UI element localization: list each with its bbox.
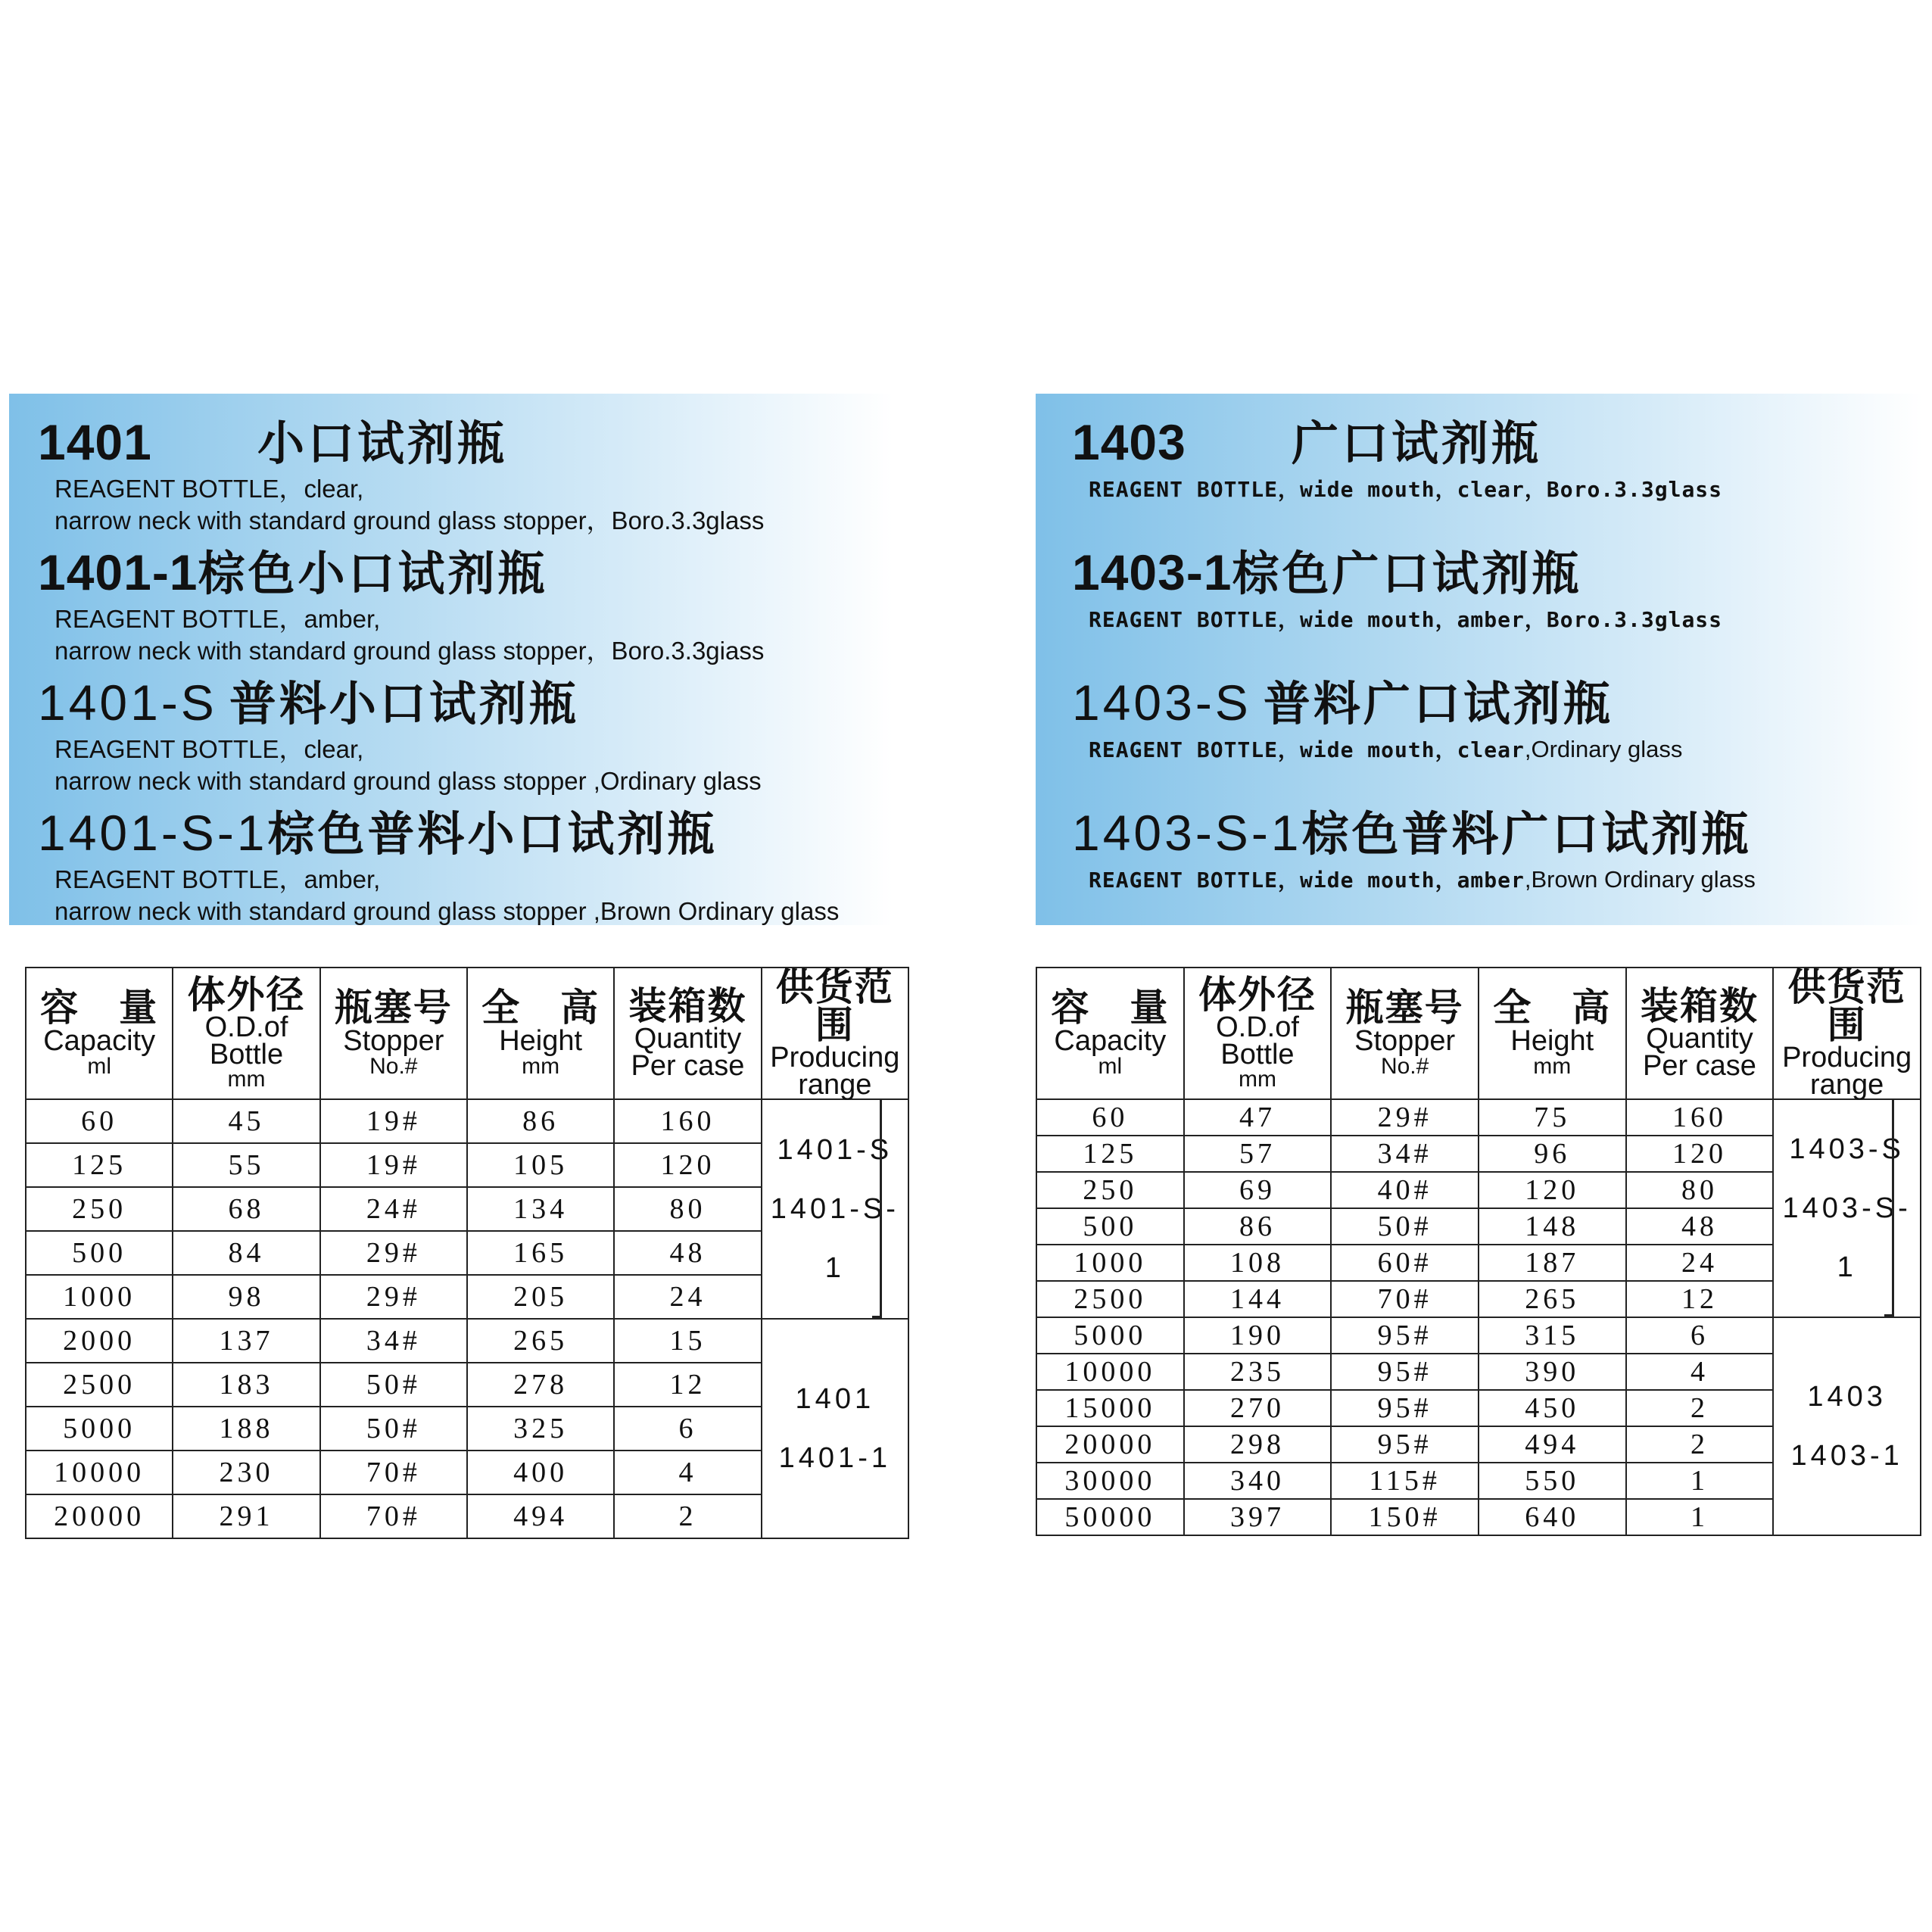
table-cell: 108 (1184, 1245, 1332, 1281)
description-line: REAGENT BOTTLE，clear, (55, 735, 364, 763)
model-name: 普料广口试剂瓶 (1263, 678, 1613, 731)
column-header (1036, 968, 1184, 1099)
table-row (1036, 1317, 1921, 1354)
model-code: 1401-S-1 (38, 805, 268, 861)
table-cell: 20000 (26, 1494, 173, 1538)
table-cell: 12 (614, 1363, 761, 1407)
header-en: Bottle (209, 1039, 284, 1071)
table-cell: 2 (614, 1494, 761, 1538)
table-cell: 34# (320, 1319, 467, 1363)
column-header (762, 966, 908, 1102)
range-model-code: 1401-S-1 (770, 1193, 899, 1285)
product-group-1403 (1072, 406, 1923, 536)
table-cell: 10000 (26, 1451, 173, 1494)
table-cell: 70# (320, 1451, 467, 1494)
column-header (1479, 968, 1626, 1099)
column-header (1773, 966, 1921, 1102)
table-cell: 60 (26, 1099, 173, 1143)
table-cell: 15000 (1036, 1390, 1184, 1426)
table-cell: 2 (1626, 1390, 1774, 1426)
table-cell: 10000 (1036, 1354, 1184, 1390)
header-en: Quantity (1646, 1023, 1753, 1055)
table-cell: 4 (1626, 1354, 1774, 1390)
header-cn: 体外径 (187, 974, 306, 1016)
model-name: 广口试剂瓶 (1292, 418, 1542, 470)
table-cell: 19# (320, 1099, 467, 1143)
table-cell: 500 (1036, 1208, 1184, 1245)
description-line: REAGENT BOTTLE，wide mouth，clear，Boro.3.3glass (1089, 477, 1723, 502)
table-row (1036, 1099, 1921, 1136)
table-cell: 298 (1184, 1426, 1332, 1463)
range-model-code: 1401-S (777, 1134, 893, 1167)
table-header-row (1036, 968, 1921, 1099)
table-cell: 265 (467, 1319, 614, 1363)
range-model-code: 1403-S (1789, 1133, 1905, 1166)
header-en: O.D.of (1216, 1011, 1299, 1043)
table-cell: 50000 (1036, 1499, 1184, 1535)
table-cell: 2500 (1036, 1281, 1184, 1317)
header-unit: No.# (369, 1054, 418, 1080)
table-cell: 86 (1184, 1208, 1332, 1245)
table-cell: 48 (1626, 1208, 1774, 1245)
table-cell: 325 (467, 1407, 614, 1451)
table-cell: 1 (1626, 1499, 1774, 1535)
model-name: 普料小口试剂瓶 (229, 678, 579, 731)
description-line: narrow neck with standard ground glass stopper ,Ordinary glass (55, 767, 762, 795)
header-en: Stopper (1354, 1025, 1456, 1058)
table-cell: 29# (320, 1231, 467, 1275)
table-cell: 340 (1184, 1463, 1332, 1499)
table-cell: 230 (173, 1451, 319, 1494)
table-cell: 120 (1626, 1136, 1774, 1172)
description-line: narrow neck with standard ground glass stopper，Boro.3.3glass (55, 506, 765, 534)
table-cell: 125 (1036, 1136, 1184, 1172)
model-code: 1401 (38, 414, 152, 470)
column-header (173, 968, 319, 1099)
header-cn: 供货范围 (1787, 966, 1906, 1046)
table-cell: 48 (614, 1231, 761, 1275)
table-cell: 45 (173, 1099, 319, 1143)
header-cn: 容 量 (1051, 986, 1170, 1030)
table-cell: 183 (173, 1363, 319, 1407)
description-line: REAGENT BOTTLE，clear, (55, 475, 364, 503)
range-bracket (1884, 1100, 1894, 1317)
header-cn: 装箱数 (628, 985, 747, 1027)
table-cell: 19# (320, 1143, 467, 1187)
right-spec-table (1036, 967, 1921, 1536)
table-cell: 187 (1479, 1245, 1626, 1281)
table-cell: 1000 (26, 1275, 173, 1319)
table-cell: 80 (614, 1187, 761, 1231)
table-cell: 96 (1479, 1136, 1626, 1172)
table-cell: 165 (467, 1231, 614, 1275)
table-cell: 34# (1331, 1136, 1479, 1172)
table-cell: 57 (1184, 1136, 1332, 1172)
table-cell: 494 (1479, 1426, 1626, 1463)
header-en: Producing (770, 1042, 900, 1074)
header-unit: mm (522, 1054, 560, 1080)
table-cell: 105 (467, 1143, 614, 1187)
description-line: REAGENT BOTTLE，amber, (55, 865, 381, 893)
table-cell: 95# (1331, 1354, 1479, 1390)
column-header (467, 968, 614, 1099)
header-unit: ml (1098, 1054, 1123, 1080)
header-unit: ml (87, 1054, 111, 1080)
table-cell: 1 (1626, 1463, 1774, 1499)
product-group-1401-s-1 (38, 796, 893, 927)
header-en: Height (1510, 1025, 1594, 1058)
header-en: Producing (1782, 1042, 1912, 1074)
header-cn: 全 高 (1493, 986, 1612, 1030)
product-group-1401-s (38, 666, 893, 796)
description-line: REAGENT BOTTLE，wide mouth，clear,Ordinary glass (1089, 736, 1683, 762)
description-line: narrow neck with standard ground glass stopper ,Brown Ordinary glass (55, 897, 840, 925)
table-cell: 70# (1331, 1281, 1479, 1317)
model-code: 1403-S-1 (1072, 805, 1302, 861)
table-cell: 115# (1331, 1463, 1479, 1499)
table-cell: 250 (26, 1187, 173, 1231)
table-cell: 190 (1184, 1317, 1332, 1354)
table-cell: 120 (1479, 1172, 1626, 1208)
header-unit: No.# (1380, 1054, 1429, 1080)
model-name: 棕色普料小口试剂瓶 (267, 809, 718, 861)
model-code: 1403-1 (1072, 544, 1232, 600)
range-bracket (872, 1100, 882, 1318)
table-cell: 75 (1479, 1099, 1626, 1136)
table-cell: 6 (1626, 1317, 1774, 1354)
model-name: 棕色普料广口试剂瓶 (1301, 809, 1752, 861)
table-cell: 60 (1036, 1099, 1184, 1136)
table-cell: 250 (1036, 1172, 1184, 1208)
model-code: 1401-S (38, 675, 217, 731)
table-cell: 24 (614, 1275, 761, 1319)
header-en: range (1810, 1069, 1884, 1102)
table-cell: 5000 (26, 1407, 173, 1451)
table-cell: 50# (320, 1363, 467, 1407)
description-line: REAGENT BOTTLE，wide mouth，amber,Brown Ordinary glass (1089, 866, 1756, 893)
range-model-code: 1401 (795, 1383, 875, 1416)
table-cell: 86 (467, 1099, 614, 1143)
table-cell: 29# (1331, 1099, 1479, 1136)
left-product-panel (9, 394, 893, 925)
table-cell: 29# (320, 1275, 467, 1319)
table-cell: 500 (26, 1231, 173, 1275)
range-model-code: 1403-S-1 (1782, 1192, 1912, 1284)
product-group-1401-1 (38, 536, 893, 666)
producing-range-cell (762, 1319, 908, 1538)
table-cell: 2500 (26, 1363, 173, 1407)
header-cn: 全 高 (481, 986, 600, 1030)
table-cell: 134 (467, 1187, 614, 1231)
table-cell: 550 (1479, 1463, 1626, 1499)
description-line: REAGENT BOTTLE，wide mouth，amber，Boro.3.3glass (1089, 607, 1723, 632)
model-code: 1403-S (1072, 675, 1251, 731)
table-cell: 95# (1331, 1390, 1479, 1426)
header-cn: 瓶塞号 (334, 986, 453, 1030)
description-line: REAGENT BOTTLE，amber, (55, 605, 381, 633)
header-en: Bottle (1220, 1039, 1295, 1071)
table-cell: 400 (467, 1451, 614, 1494)
table-cell: 50# (1331, 1208, 1479, 1245)
column-header (320, 968, 467, 1099)
header-en: Stopper (343, 1025, 444, 1058)
range-model-code: 1403 (1807, 1381, 1887, 1413)
model-name: 棕色小口试剂瓶 (198, 548, 548, 600)
table-cell: 4 (614, 1451, 761, 1494)
header-unit: mm (1238, 1067, 1276, 1092)
description-line: narrow neck with standard ground glass stopper，Boro.3.3giass (55, 637, 765, 665)
table-row (26, 1099, 908, 1143)
table-cell: 278 (467, 1363, 614, 1407)
table-cell: 205 (467, 1275, 614, 1319)
product-group-1403-1 (1072, 536, 1923, 666)
table-cell: 160 (614, 1099, 761, 1143)
table-header-row (26, 968, 908, 1099)
table-row (26, 1319, 908, 1363)
model-code: 1401-1 (38, 544, 198, 600)
column-header (1626, 968, 1774, 1099)
column-header (614, 968, 761, 1099)
table-cell: 98 (173, 1275, 319, 1319)
table-cell: 148 (1479, 1208, 1626, 1245)
table-cell: 120 (614, 1143, 761, 1187)
header-unit: mm (1533, 1054, 1572, 1080)
column-header (26, 968, 173, 1099)
header-unit: mm (227, 1067, 266, 1092)
header-en: Capacity (1054, 1025, 1167, 1058)
header-en: Quantity (634, 1023, 742, 1055)
table-cell: 50# (320, 1407, 467, 1451)
table-cell: 20000 (1036, 1426, 1184, 1463)
table-cell: 24 (1626, 1245, 1774, 1281)
table-cell: 15 (614, 1319, 761, 1363)
header-cn: 供货范围 (775, 966, 894, 1046)
table-cell: 30000 (1036, 1463, 1184, 1499)
table-cell: 60# (1331, 1245, 1479, 1281)
table-cell: 12 (1626, 1281, 1774, 1317)
table-cell: 95# (1331, 1317, 1479, 1354)
table-cell: 40# (1331, 1172, 1479, 1208)
table-cell: 640 (1479, 1499, 1626, 1535)
table-cell: 70# (320, 1494, 467, 1538)
model-code: 1403 (1072, 414, 1186, 470)
table-cell: 144 (1184, 1281, 1332, 1317)
range-model-code: 1401-1 (778, 1442, 891, 1475)
table-cell: 47 (1184, 1099, 1332, 1136)
header-en: Per case (631, 1050, 745, 1083)
table-cell: 24# (320, 1187, 467, 1231)
table-cell: 55 (173, 1143, 319, 1187)
producing-range-cell (1773, 1317, 1921, 1535)
producing-range-cell (1773, 1099, 1921, 1317)
header-cn: 装箱数 (1640, 985, 1759, 1027)
header-cn: 容 量 (40, 986, 159, 1030)
table-cell: 188 (173, 1407, 319, 1451)
table-cell: 125 (26, 1143, 173, 1187)
range-model-code: 1403-1 (1790, 1440, 1903, 1472)
table-cell: 69 (1184, 1172, 1332, 1208)
producing-range-cell (762, 1099, 908, 1319)
table-cell: 5000 (1036, 1317, 1184, 1354)
header-en: Capacity (43, 1025, 156, 1058)
model-name: 小口试剂瓶 (257, 418, 508, 470)
header-en: range (798, 1069, 872, 1102)
table-cell: 390 (1479, 1354, 1626, 1390)
header-cn: 瓶塞号 (1345, 986, 1464, 1030)
table-cell: 95# (1331, 1426, 1479, 1463)
table-cell: 235 (1184, 1354, 1332, 1390)
table-cell: 150# (1331, 1499, 1479, 1535)
column-header (1331, 968, 1479, 1099)
right-product-panel (1036, 394, 1923, 925)
table-cell: 270 (1184, 1390, 1332, 1426)
model-name: 棕色广口试剂瓶 (1232, 548, 1582, 600)
product-group-1401 (38, 406, 893, 536)
table-cell: 2000 (26, 1319, 173, 1363)
table-cell: 80 (1626, 1172, 1774, 1208)
table-cell: 6 (614, 1407, 761, 1451)
column-header (1184, 968, 1332, 1099)
table-cell: 265 (1479, 1281, 1626, 1317)
header-en: O.D.of (204, 1011, 288, 1043)
product-group-1403-s (1072, 666, 1923, 796)
table-cell: 2 (1626, 1426, 1774, 1463)
table-cell: 450 (1479, 1390, 1626, 1426)
left-spec-table (25, 967, 909, 1539)
table-cell: 1000 (1036, 1245, 1184, 1281)
table-cell: 68 (173, 1187, 319, 1231)
table-cell: 137 (173, 1319, 319, 1363)
product-group-1403-s-1 (1072, 796, 1923, 927)
table-cell: 160 (1626, 1099, 1774, 1136)
header-en: Per case (1642, 1050, 1756, 1083)
table-cell: 291 (173, 1494, 319, 1538)
table-cell: 84 (173, 1231, 319, 1275)
table-cell: 315 (1479, 1317, 1626, 1354)
table-cell: 397 (1184, 1499, 1332, 1535)
table-cell: 494 (467, 1494, 614, 1538)
header-cn: 体外径 (1198, 974, 1317, 1016)
header-en: Height (499, 1025, 583, 1058)
